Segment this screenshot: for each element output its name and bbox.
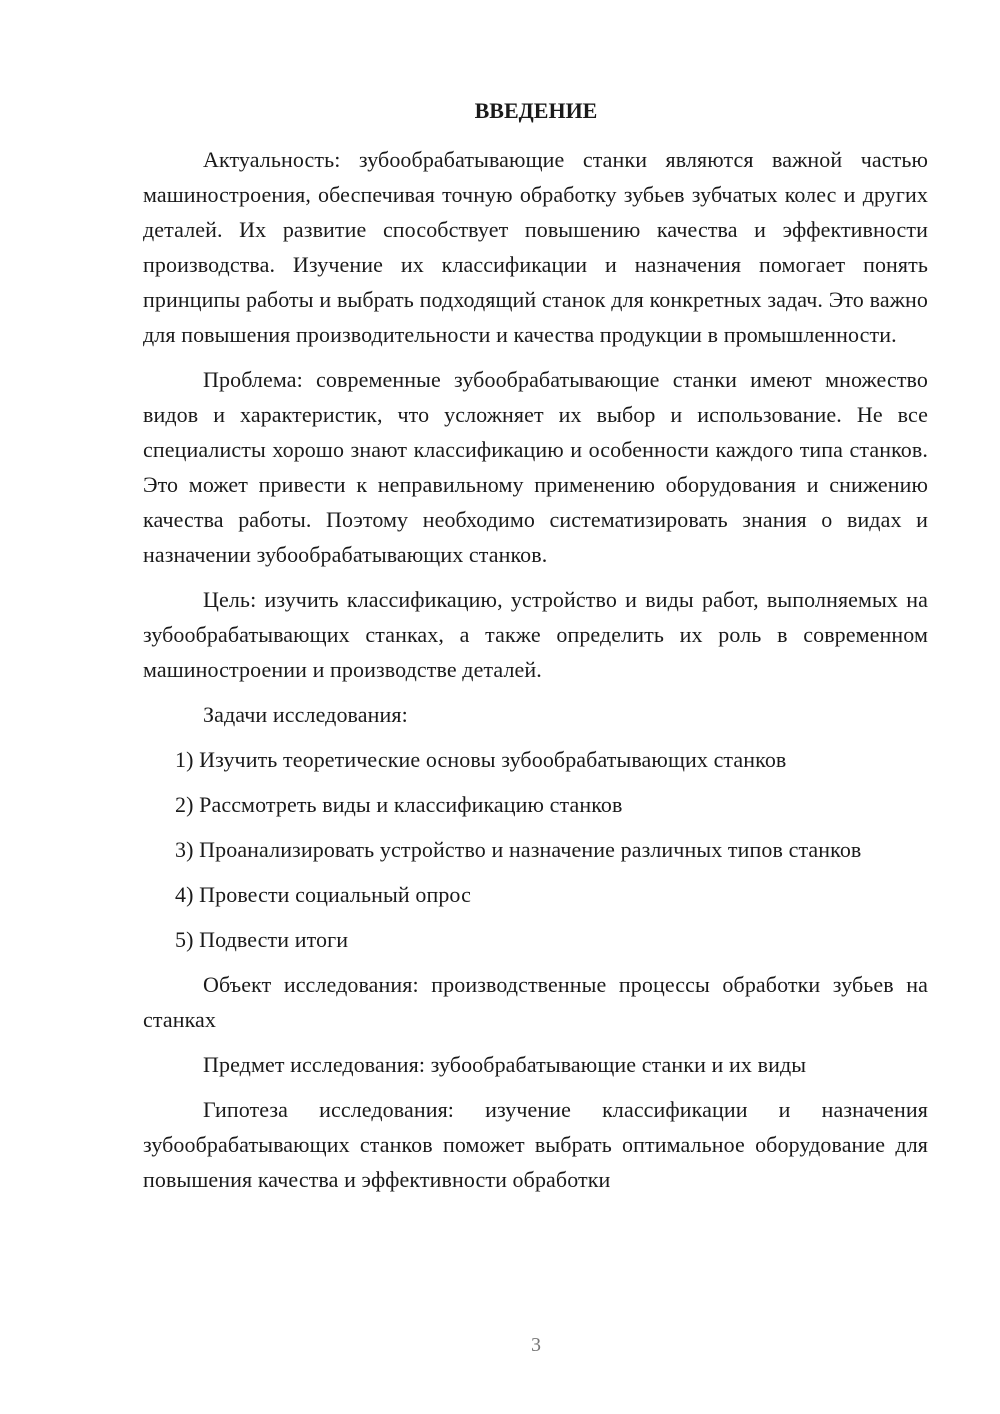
task-item: 4) Провести социальный опрос (175, 882, 471, 907)
paragraph-goal: Цель: изучить классификацию, устройство и виды работ, выполняемых на зубообрабатывающих станках, а также определить их роль в современном машиностроении и производстве деталей. (143, 587, 928, 682)
task-item: 1) Изучить теоретические основы зубообрабатывающих станков (175, 747, 787, 772)
paragraph-relevance: Актуальность: зубообрабатывающие станки являются важной частью машиностроения, обеспечивая точную обработку зубьев зубчатых колес и других деталей. Их развитие способствует повышению качества и эффективности производства. Изучение их классификации и назначения помогает понять принципы работы и выбрать подходящий станок для конкретных задач. Это важно для повышения производительности и качества продукции в промышленности. (143, 147, 928, 347)
page-title: ВВЕДЕНИЕ (474, 98, 598, 123)
paragraph-object: Объект исследования: производственные процессы обработки зубьев на станках (143, 972, 928, 1032)
paragraph-problem: Проблема: современные зубообрабатывающие станки имеют множество видов и характеристик, что усложняет их выбор и использование. Не все специалисты хорошо знают классификацию и особенности каждого типа станков. Это может привести к неправильному применению оборудования и снижению качества работы. Поэтому необходимо систематизировать знания о видах и назначении зубообрабатывающих станков. (143, 367, 928, 567)
task-item: 2) Рассмотреть виды и классификацию станков (175, 792, 623, 817)
page-number: 3 (531, 1334, 541, 1356)
task-item: 3) Проанализировать устройство и назначение различных типов станков (175, 837, 862, 862)
tasks-heading: Задачи исследования: (203, 702, 408, 727)
paragraph-hypothesis: Гипотеза исследования: изучение классификации и назначения зубообрабатывающих станков поможет выбрать оптимальное оборудование для повышения качества и эффективности обработки (143, 1097, 928, 1192)
task-item: 5) Подвести итоги (175, 927, 349, 952)
document-body (143, 142, 928, 1207)
paragraph-subject: Предмет исследования: зубообрабатывающие станки и их виды (203, 1052, 807, 1077)
